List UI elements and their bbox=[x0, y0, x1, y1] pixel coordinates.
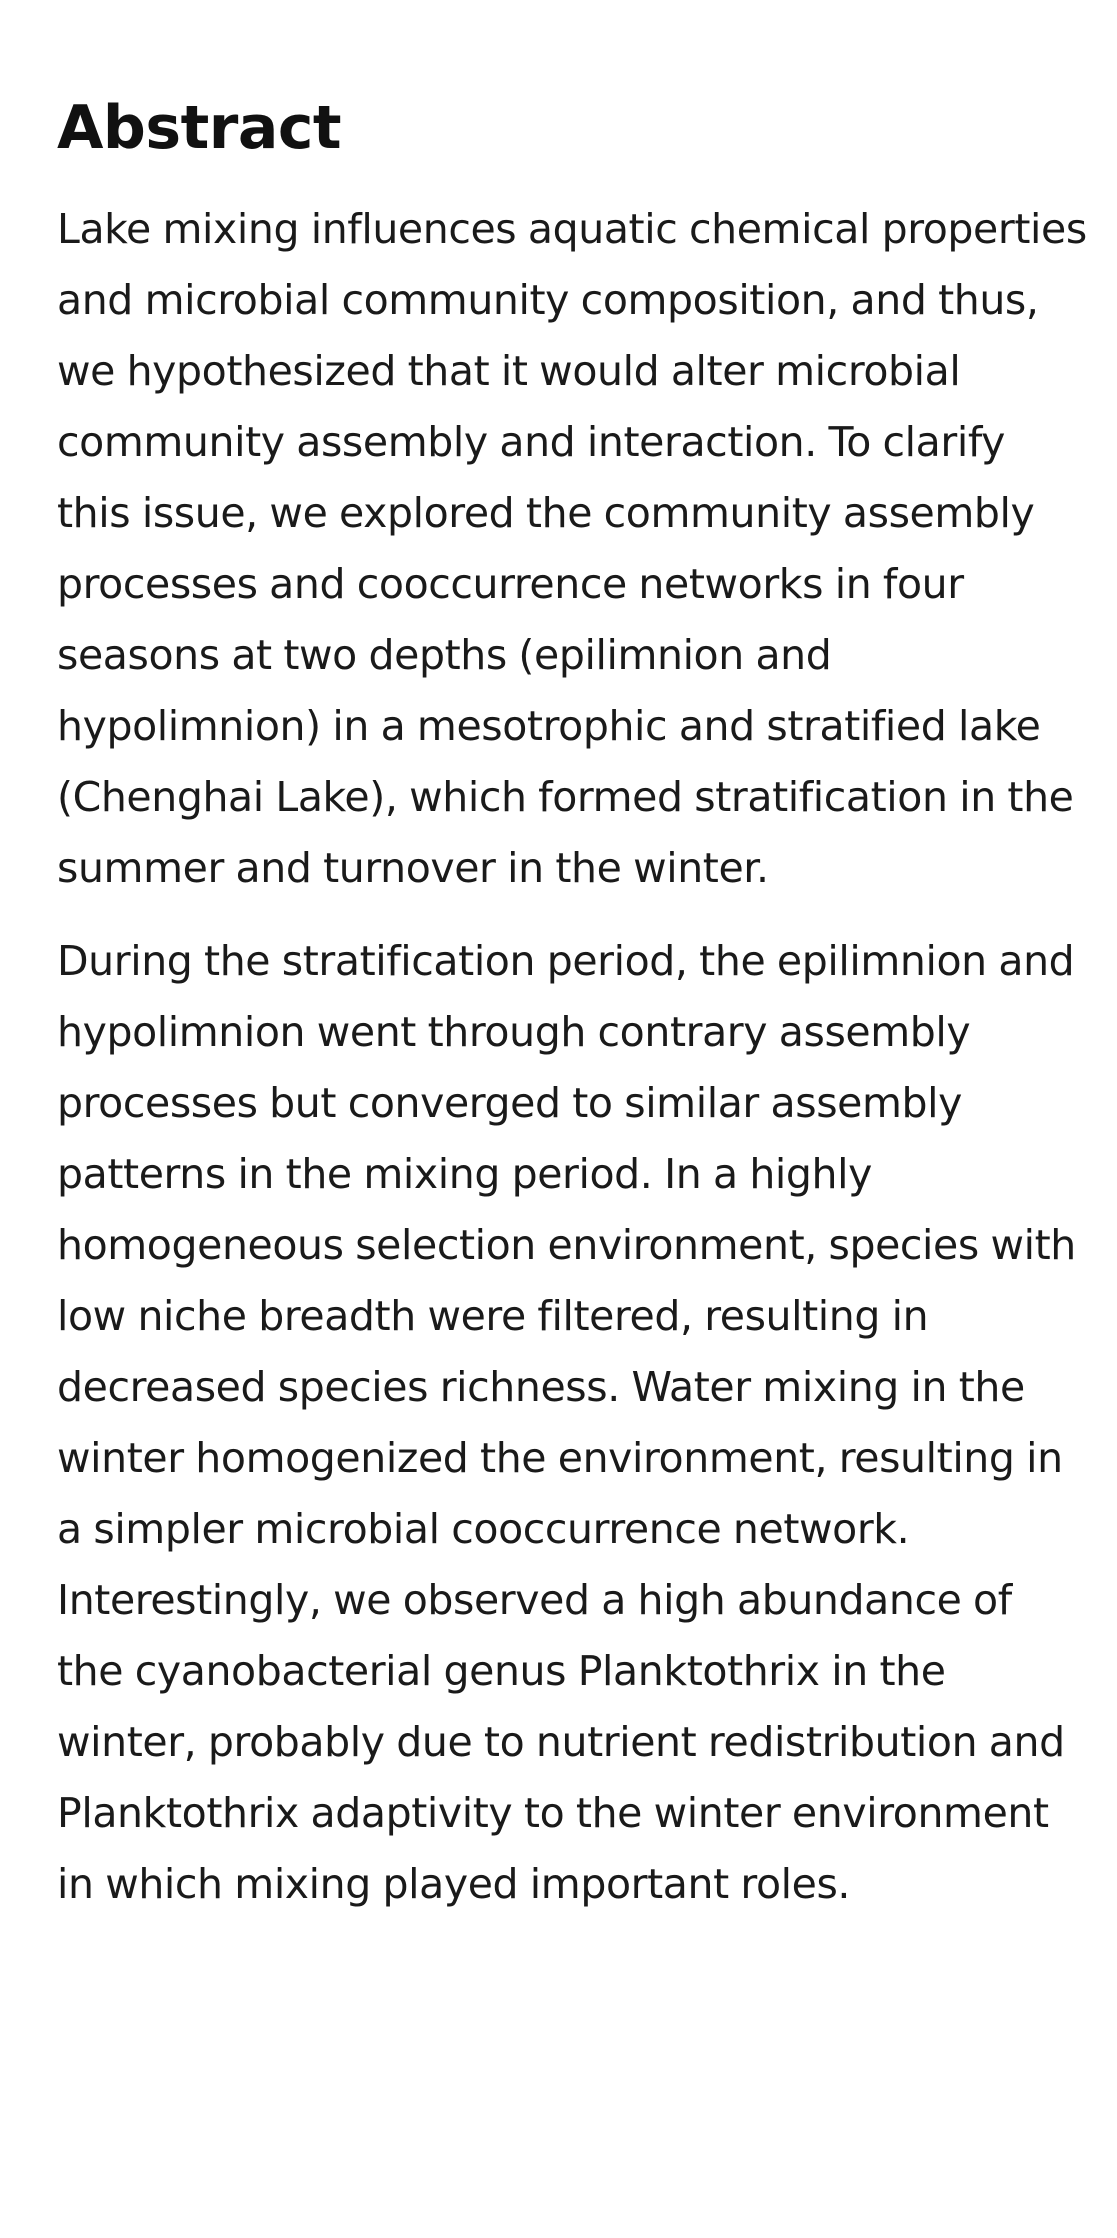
abstract-paragraph-2: During the stratification period, the epilimnion and hypolimnion went through contrary assembly processes but converged to similar assembly patterns in the mixing period. In a highly homogeneous selection environment, species with low niche breadth were filtered, resulting in decreased species richness. Water mixing in the winter homogenized the environment, resulting in a simpler microbial cooccurrence network. Interestingly, we observed a high abundance of the cyanobacterial genus Planktothrix in the winter, probably due to nutrient redistribution and Planktothrix adaptivity to the winter environment in which mixing played important roles. bbox=[57, 937, 1076, 1908]
abstract-paragraph-1: Lake mixing influences aquatic chemical properties and microbial community composition, and thus, we hypothesized that it would alter microbial community assembly and interaction. To clarify this issue, we explored the community assembly processes and cooccurrence networks in four seasons at two depths (epilimnion and hypolimnion) in a mesotrophic and stratified lake (Chenghai Lake), which formed stratification in the summer and turnover in the winter. bbox=[57, 205, 1087, 892]
abstract-heading: Abstract bbox=[57, 93, 342, 163]
